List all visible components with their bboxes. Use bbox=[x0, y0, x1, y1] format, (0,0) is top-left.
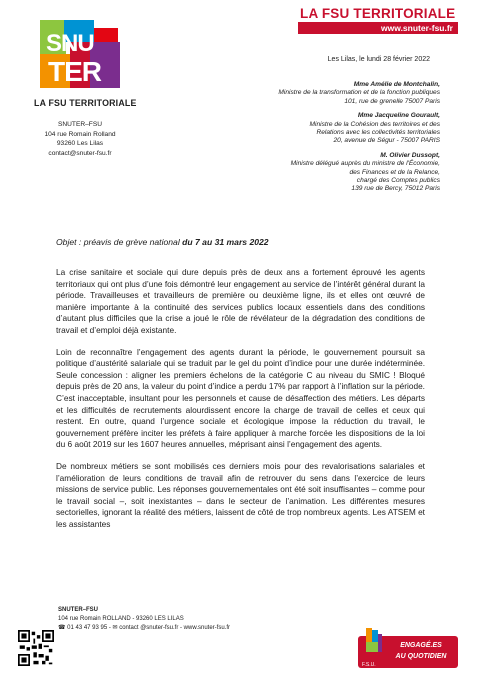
badge-line: ENGAGÉ.ES bbox=[400, 642, 442, 649]
brand-website[interactable]: www.snuter-fsu.fr bbox=[298, 22, 458, 34]
letter-date: Les Lilas, le lundi 28 février 2022 bbox=[327, 56, 430, 63]
recipient-name: Mme Jacqueline Gourault, bbox=[357, 112, 440, 120]
letter-body bbox=[56, 267, 425, 540]
letter-subject bbox=[56, 237, 269, 247]
subject-dates: du 7 au 31 mars 2022 bbox=[182, 237, 269, 247]
sender-city: 93260 Les Lilas bbox=[56, 140, 104, 148]
recipient-name: Mme Amélie de Montchalin, bbox=[353, 81, 440, 88]
recipients-block bbox=[120, 81, 440, 200]
recipient-line: 139 rue de Bercy, 75012 Paris bbox=[351, 185, 440, 193]
logo-text-bottom: TER bbox=[48, 56, 101, 87]
body-paragraph: Loin de reconnaître l’engagement des agents durant la période, le gouvernement poursuit sa politique d’austérité salariale qui se traduit par le gel du point d’indice pour une durée indéterminée. Seule concession : aligner les premiers échelons de la catégorie C au niveau du SMIC ! Bloqué depuis près de 20 ans, la valeur du point d’indice a perdu 17% par rapport à l’inflation sur la période. C’est inacceptable, insultant pour les personnels et cause de désaffection des métiers. Les départs et les difficultés de recrutements alourdissent encore la charge de travail de celles et ceux qui restent. En outre, quand l’urgence sociale et écologique impose la réduction du travail, le gouvernement préfère inciter les préfets à faire appliquer à marche forcée les dispositions de la loi du 6 août 2019 sur les 1607 heures annuelles, méprisant ainsi l’engagement des agents. bbox=[56, 346, 425, 450]
recipient-line: Ministre de la Cohésion des territoires et des bbox=[309, 120, 440, 128]
sender-name: SNUTER–FSU bbox=[58, 121, 102, 128]
page-footer bbox=[0, 600, 480, 675]
snuter-logo bbox=[40, 20, 120, 92]
brand-title: LA FSU TERRITORIALE bbox=[300, 6, 456, 21]
recipient bbox=[120, 152, 440, 194]
recipient-line: Ministre de la transformation et de la fonction publiques bbox=[278, 89, 440, 97]
fsu-label: F.S.U. bbox=[362, 662, 376, 668]
recipient-name: M. Olivier Dussopt, bbox=[380, 151, 440, 159]
recipient-line: 101, rue de grenelle 75007 Paris bbox=[344, 97, 440, 105]
sender-address bbox=[30, 120, 130, 158]
recipient-line: des Finances et de la Relance, bbox=[349, 168, 440, 176]
recipient bbox=[120, 112, 440, 146]
footer-text bbox=[58, 606, 230, 633]
engagement-badge bbox=[358, 636, 458, 668]
recipient bbox=[120, 81, 440, 106]
badge-line: AU QUOTIDIEN bbox=[395, 653, 447, 660]
logo-caption: LA FSU TERRITORIALE bbox=[34, 98, 137, 108]
recipient-line: Relations avec les collectivités territoriales bbox=[316, 129, 440, 137]
badge-text bbox=[386, 640, 456, 662]
subject-prefix: Objet : préavis de grève national bbox=[56, 237, 183, 247]
logo-text-top: SNU bbox=[46, 30, 94, 57]
fsu-logo-icon bbox=[364, 628, 384, 660]
sender-email[interactable]: contact@snuter-fsu.fr bbox=[48, 149, 112, 157]
footer-address: 104 rue Romain ROLLAND - 93260 LES LILAS bbox=[58, 616, 184, 622]
body-paragraph: De nombreux métiers se sont mobilisés ces derniers mois pour des revalorisations salariales et l’amélioration de leurs conditions de travail afin de retrouver du sens dans l’exercice de leurs missions de service public. Les réponses gouvernementales ont été soit insuffisantes – comme pour le travail social –, soit inexistantes – dans le secteur de l’animation. Les différentes mesures sectorielles, ignorant la réalité des métiers, laissent de côté de trop nombreux agents. Les ATSEM et les assistantes bbox=[56, 460, 425, 529]
body-paragraph: La crise sanitaire et sociale qui dure depuis près de deux ans a fortement éprouvé les agents territoriaux qui ont plus d’une fois démontré leur engagement au service de l’intérêt général durant la période. Travailleuses et travailleurs de première ou deuxième ligne, ils et elles ont œuvré de manière importante à la continuité des services publics locaux essentiels dans des conditions d’autant plus difficiles que la crise a joué le rôle de révélateur de la dégradation des conditions de travail et d’emploi déjà existante. bbox=[56, 267, 425, 335]
footer-contact: ☎ 01 43 47 93 95 - ✉ contact @snuter-fsu.fr - www.snuter-fsu.fr bbox=[58, 625, 230, 631]
footer-org: SNUTER–FSU bbox=[58, 607, 99, 613]
recipient-line: Ministre délégué auprès du ministre de l'Économie, bbox=[290, 160, 440, 168]
brand-header bbox=[298, 6, 458, 34]
qr-code-icon bbox=[18, 630, 54, 666]
recipient-line: chargé des Comptes publics bbox=[356, 177, 440, 185]
sender-street: 104 rue Romain Rolland bbox=[44, 130, 116, 138]
recipient-line: 20, avenue de Ségur - 75007 PARIS bbox=[333, 137, 440, 145]
